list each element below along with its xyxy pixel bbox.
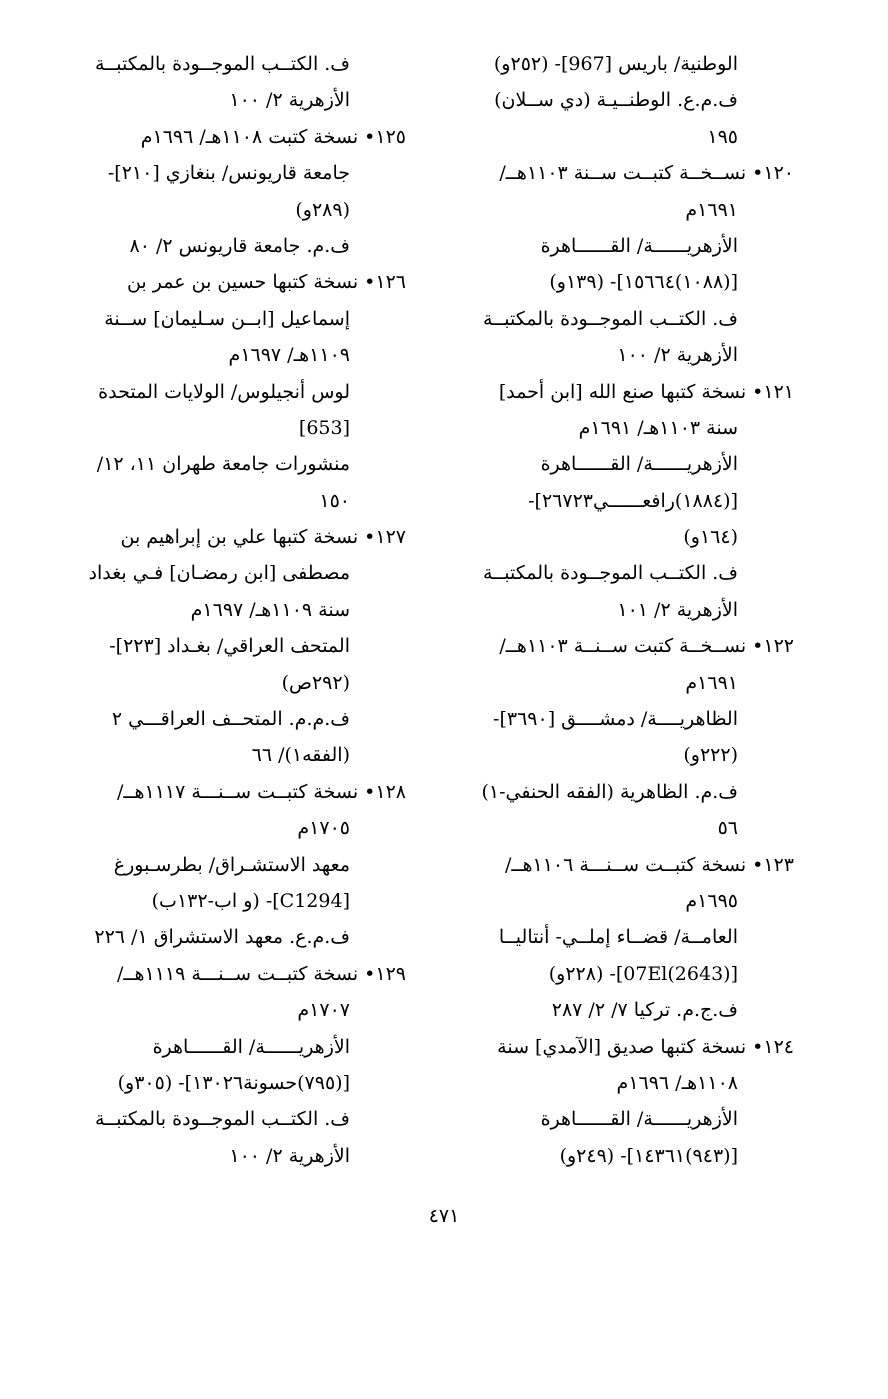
right-column	[448, 46, 794, 1174]
entry-line: ١١٠٩هـ/ ١٦٩٧م	[228, 344, 350, 367]
entry-line: ف.م.ع. الوطنــيـة (دي ســلان)	[494, 89, 738, 112]
entry-line: [(١٠٨٨)١٥٦٦٤]- (١٣٩و)	[549, 271, 738, 294]
entry-line: ٥٦	[717, 817, 738, 840]
entry-heading-line: ١٢٤• نسخة كتبها صديق [الآمدي] سنة	[497, 1035, 794, 1058]
entry-line: إسماعيل [ابــن سـليمان] ســنة	[104, 307, 350, 330]
entry-line: ١٧٠٥م	[297, 817, 350, 840]
entry-line: ف.م. جامعة قاريونس ٢/ ٨٠	[129, 234, 350, 257]
entry-line: ف. الكتــب الموجــودة بالمكتبــة	[94, 53, 350, 75]
entry-line: الأزهرية ٢/ ١٠٠	[229, 1144, 350, 1167]
entry-line: مصطفى [ابن رمضـان] فـي بغداد	[88, 562, 350, 585]
entry-line: الأزهريــــــة/ القــــــاهرة	[540, 453, 738, 476]
entry-line: الأزهريــــــة/ القــــــاهرة	[540, 234, 738, 257]
entry-heading-line: ١٢١• نسخة كتبها صنع الله [ابن أحمد]	[498, 380, 794, 403]
entry-line: ١٦٩١م	[685, 671, 738, 694]
entry-line: [(١٨٨٤)رافعــــــي٢٦٧٢٣]-	[528, 489, 738, 512]
entry-line: ف.م. الظاهرية (الفقه الحنفي-١)	[481, 780, 738, 803]
entry-line: معهد الاستشـراق/ بطرسـبورغ	[113, 853, 350, 876]
entry-line: سنة ١١٠٣هـ/ ١٦٩١م	[578, 416, 738, 439]
entry-line: [653]	[298, 416, 350, 439]
entry-line: [(٧٩٥)حسونة١٣٠٢٦]- (٣٠٥و)	[117, 1071, 350, 1094]
entry-line: جامعة قاريونس/ بنغازي [٢١٠]-	[107, 162, 350, 185]
entry-line: ١٥٠	[319, 489, 350, 512]
entry-line: الأزهريــــــة/ القــــــاهرة	[152, 1035, 350, 1058]
entry-line: ١١٠٨هـ/ ١٦٩٦م	[616, 1071, 738, 1094]
entry-heading-line: ١٢٢• نســخــة كتبت ســنــة ١١٠٣هــ/	[499, 635, 794, 658]
entry-line: سنة ١١٠٩هـ/ ١٦٩٧م	[190, 598, 350, 621]
left-column	[70, 46, 406, 1174]
page-number: ٤٧١	[428, 1205, 460, 1227]
entry-line: منشورات جامعة طهران ١١، ١٢/	[96, 453, 350, 476]
entry-line: ١٦٩٥م	[685, 889, 738, 912]
entry-line: الأزهرية ٢/ ١٠٠	[229, 89, 350, 112]
entry-heading-line: ١٢٩• نسخة كتبــت ســنـــة ١١١٩هــ/	[116, 962, 406, 985]
entry-line: [(٩٤٣)١٤٣٦١]- (٢٤٩و)	[559, 1144, 738, 1167]
entry-line: الأزهرية ٢/ ١٠٠	[617, 344, 738, 367]
entry-line: ف.م.ع. معهد الاستشراق ١/ ٢٢٦	[94, 926, 350, 949]
entry-line: [C1294]- (و اب-١٣٢ب)	[151, 889, 350, 912]
entry-line: ف.م.م. المتحــف العراقـــي ٢	[111, 708, 350, 731]
entry-line: ف. الكتــب الموجــودة بالمكتبــة	[482, 562, 738, 585]
entry-heading-line: ١٢٥• نسخة كتبت ١١٠٨هـ/ ١٦٩٦م	[140, 125, 406, 148]
entry-line: الوطنية/ باريس [967]- (٢٥٢و)	[493, 53, 738, 75]
entry-line: ١٧٠٧م	[297, 999, 350, 1022]
entry-line: (١٦٤و)	[683, 526, 738, 549]
entry-line: المتحف العراقي/ بغـداد [٢٢٣]-	[109, 635, 350, 658]
entry-line: (الفقه١)/ ٦٦	[251, 744, 350, 767]
entry-heading-line: ١٢٦• نسخة كتبها حسين بن عمر بن	[126, 271, 406, 294]
entry-line: (٢٨٩و)	[295, 198, 350, 221]
entry-line: (٢٢٢و)	[683, 744, 738, 767]
entry-line: [07El(2643)]- (٢٢٨و)	[548, 962, 738, 985]
entry-line: ف. الكتــب الموجــودة بالمكتبــة	[482, 307, 738, 330]
entry-line: الأزهريــــــة/ القــــــاهرة	[540, 1108, 738, 1131]
entry-heading-line: ١٢٨• نسخة كتبــت ســنـــة ١١١٧هــ/	[116, 780, 406, 803]
entry-line: ف.ج.م. تركيا ٧/ ٢/ ٢٨٧	[551, 999, 738, 1022]
entry-line: لوس أنجيلوس/ الولايات المتحدة	[98, 380, 350, 403]
entry-heading-line: ١٢٧• نسخة كتبها علي بن إبراهيم بن	[120, 526, 406, 549]
entry-line: الظاهريــــة/ دمشــــق [٣٦٩٠]-	[493, 708, 738, 731]
entry-line: ف. الكتــب الموجــودة بالمكتبــة	[94, 1108, 350, 1131]
entry-line: الأزهرية ٢/ ١٠١	[617, 598, 738, 621]
entry-heading-line: ١٢٠• نســخــة كتبــت ســنة ١١٠٣هــ/	[499, 162, 794, 185]
entry-line: ١٩٥	[707, 125, 738, 148]
entry-line: (٢٩٢ص)	[281, 671, 350, 694]
entry-heading-line: ١٢٣• نسخة كتبــت ســنـــة ١١٠٦هــ/	[504, 853, 794, 876]
entry-line: ١٦٩١م	[685, 198, 738, 221]
entry-line: العامــة/ قضــاء إملــي- أنتاليــا	[498, 926, 738, 949]
